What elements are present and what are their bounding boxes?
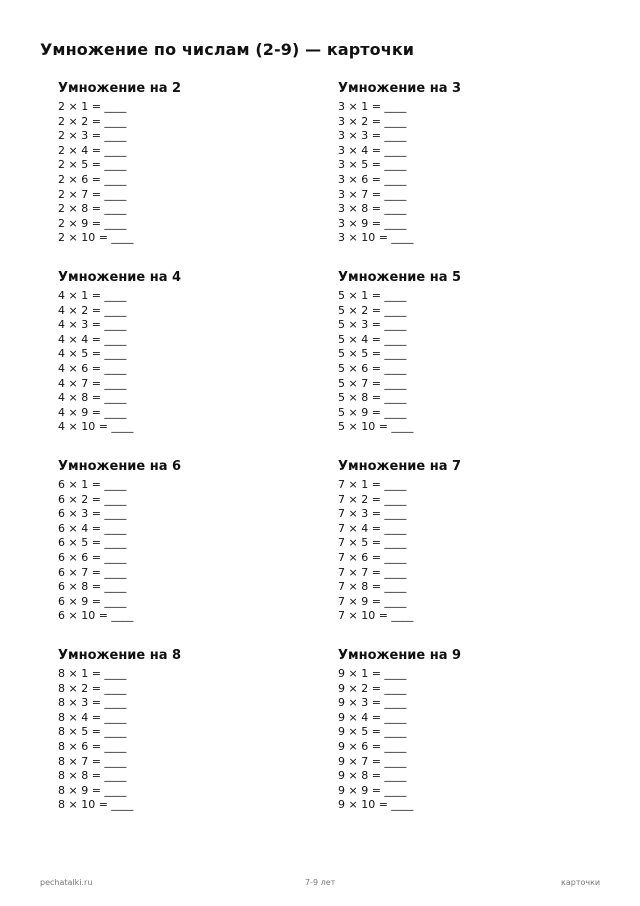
problem-row: 5 × 6 = ____ <box>338 361 407 375</box>
problem-row: 4 × 9 = ____ <box>58 405 127 419</box>
problem-row: 2 × 9 = ____ <box>58 216 127 230</box>
problem-row: 9 × 4 = ____ <box>338 710 407 724</box>
problem-row: 5 × 7 = ____ <box>338 376 407 390</box>
problem-row: 6 × 2 = ____ <box>58 492 127 506</box>
problem-row: 4 × 1 = ____ <box>58 289 127 302</box>
problem-row: 3 × 2 = ____ <box>338 114 407 128</box>
problem-row: 7 × 6 = ____ <box>338 550 407 564</box>
problem-row: 2 × 8 = ____ <box>58 202 127 216</box>
problem-row: 3 × 10 = ____ <box>338 231 414 245</box>
footer-site: pechatalki.ru <box>40 878 93 887</box>
page-title: Умножение по числам (2-9) — карточки <box>40 40 415 59</box>
problem-row: 2 × 10 = ____ <box>58 231 134 245</box>
problem-row: 6 × 5 = ____ <box>58 536 127 550</box>
problem-row: 4 × 7 = ____ <box>58 376 127 390</box>
problem-row: 8 × 1 = ____ <box>58 667 127 680</box>
problem-row: 8 × 2 = ____ <box>58 681 127 695</box>
problem-row: 8 × 3 = ____ <box>58 696 127 710</box>
problem-row: 2 × 1 = ____ <box>58 100 127 113</box>
problem-row: 7 × 1 = ____ <box>338 478 407 491</box>
problem-row: 7 × 8 = ____ <box>338 580 407 594</box>
problem-row: 4 × 3 = ____ <box>58 318 127 332</box>
problem-row: 7 × 5 = ____ <box>338 536 407 550</box>
problem-row: 6 × 4 = ____ <box>58 521 127 535</box>
problem-row: 3 × 3 = ____ <box>338 129 407 143</box>
problem-row: 5 × 10 = ____ <box>338 420 414 434</box>
footer-age: 7-9 лет <box>305 878 336 887</box>
problem-row: 6 × 7 = ____ <box>58 565 127 579</box>
problem-row: 4 × 8 = ____ <box>58 391 127 405</box>
card-multiply-3 <box>338 81 558 246</box>
problem-row: 6 × 8 = ____ <box>58 580 127 594</box>
problem-row: 4 × 6 = ____ <box>58 361 127 375</box>
card-heading: Умножение на 4 <box>58 270 182 285</box>
problem-row: 4 × 5 = ____ <box>58 347 127 361</box>
problem-row: 4 × 10 = ____ <box>58 420 134 434</box>
problem-row: 9 × 10 = ____ <box>338 798 414 812</box>
card-multiply-2 <box>58 81 278 246</box>
card-heading: Умножение на 3 <box>338 81 462 96</box>
problem-row: 3 × 5 = ____ <box>338 158 407 172</box>
problem-row: 8 × 8 = ____ <box>58 769 127 783</box>
card-heading: Умножение на 8 <box>58 648 182 663</box>
problem-row: 6 × 6 = ____ <box>58 550 127 564</box>
problem-row: 9 × 3 = ____ <box>338 696 407 710</box>
problem-row: 7 × 2 = ____ <box>338 492 407 506</box>
problem-row: 3 × 8 = ____ <box>338 202 407 216</box>
problem-row: 3 × 9 = ____ <box>338 216 407 230</box>
problem-row: 4 × 4 = ____ <box>58 332 127 346</box>
problem-row: 2 × 3 = ____ <box>58 129 127 143</box>
problem-row: 2 × 5 = ____ <box>58 158 127 172</box>
footer-category: карточки <box>561 878 601 887</box>
problem-row: 6 × 1 = ____ <box>58 478 127 491</box>
problem-row: 6 × 10 = ____ <box>58 609 134 623</box>
problem-row: 9 × 9 = ____ <box>338 783 407 797</box>
problem-row: 7 × 4 = ____ <box>338 521 407 535</box>
card-multiply-5 <box>338 270 558 435</box>
problem-row: 8 × 4 = ____ <box>58 710 127 724</box>
card-multiply-8 <box>58 648 278 813</box>
problem-row: 3 × 7 = ____ <box>338 187 407 201</box>
problem-row: 9 × 6 = ____ <box>338 739 407 753</box>
problem-row: 8 × 6 = ____ <box>58 739 127 753</box>
problem-row: 5 × 2 = ____ <box>338 303 407 317</box>
problem-row: 9 × 7 = ____ <box>338 754 407 768</box>
card-heading: Умножение на 6 <box>58 459 182 474</box>
problem-row: 7 × 7 = ____ <box>338 565 407 579</box>
problem-row: 8 × 9 = ____ <box>58 783 127 797</box>
problem-row: 3 × 4 = ____ <box>338 143 407 157</box>
problem-row: 3 × 1 = ____ <box>338 100 407 113</box>
problem-row: 2 × 6 = ____ <box>58 172 127 186</box>
problem-row: 5 × 3 = ____ <box>338 318 407 332</box>
problem-row: 9 × 1 = ____ <box>338 667 407 680</box>
problem-row: 8 × 5 = ____ <box>58 725 127 739</box>
card-heading: Умножение на 9 <box>338 648 462 663</box>
problem-row: 8 × 10 = ____ <box>58 798 134 812</box>
card-heading: Умножение на 5 <box>338 270 462 285</box>
problem-row: 7 × 10 = ____ <box>338 609 414 623</box>
card-multiply-7 <box>338 459 558 624</box>
problem-row: 5 × 8 = ____ <box>338 391 407 405</box>
card-heading: Умножение на 7 <box>338 459 462 474</box>
card-heading: Умножение на 2 <box>58 81 182 96</box>
problem-row: 5 × 9 = ____ <box>338 405 407 419</box>
problem-row: 8 × 7 = ____ <box>58 754 127 768</box>
problem-row: 5 × 5 = ____ <box>338 347 407 361</box>
problem-row: 6 × 3 = ____ <box>58 507 127 521</box>
problem-row: 5 × 1 = ____ <box>338 289 407 302</box>
problem-row: 9 × 5 = ____ <box>338 725 407 739</box>
problem-row: 9 × 2 = ____ <box>338 681 407 695</box>
problem-row: 7 × 9 = ____ <box>338 594 407 608</box>
problem-row: 2 × 2 = ____ <box>58 114 127 128</box>
problem-row: 2 × 7 = ____ <box>58 187 127 201</box>
problem-row: 6 × 9 = ____ <box>58 594 127 608</box>
problem-row: 2 × 4 = ____ <box>58 143 127 157</box>
card-multiply-4 <box>58 270 278 435</box>
card-multiply-9 <box>338 648 558 813</box>
problem-row: 5 × 4 = ____ <box>338 332 407 346</box>
problem-row: 3 × 6 = ____ <box>338 172 407 186</box>
card-multiply-6 <box>58 459 278 624</box>
problem-row: 7 × 3 = ____ <box>338 507 407 521</box>
problem-row: 9 × 8 = ____ <box>338 769 407 783</box>
problem-row: 4 × 2 = ____ <box>58 303 127 317</box>
